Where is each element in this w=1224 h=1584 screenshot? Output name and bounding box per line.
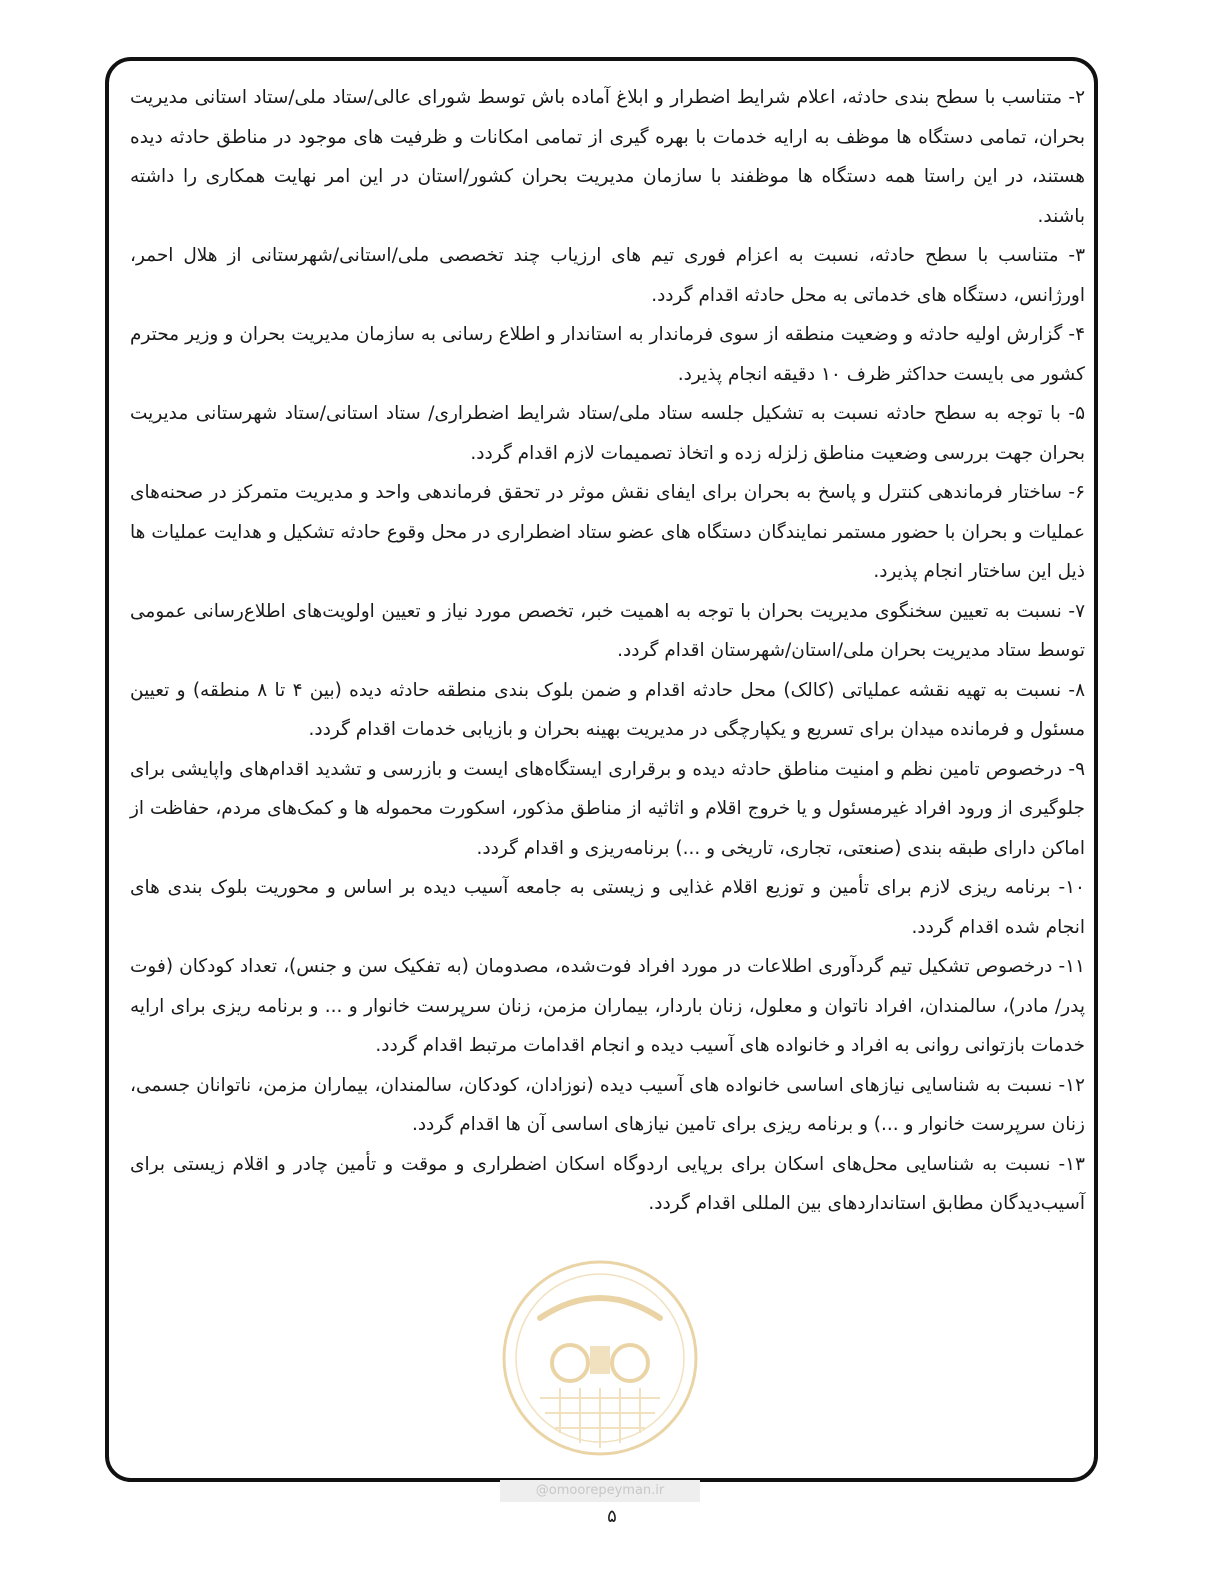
- paragraph-10: ۱۰- برنامه ریزی لازم برای تأمین و توزیع اقلام غذایی و زیستی به جامعه آسیب دیده بر اساس و محوریت بلوک بندی های انجام شده اقدام گردد.: [130, 877, 1085, 938]
- paragraph-6: ۶- ساختار فرماندهی کنترل و پاسخ به بحران برای ایفای نقش موثر در تحقق فرماندهی واحد و مدیریت متمرکز در صحنه‌های عملیات و بحران با حضور مستمر نمایندگان دستگاه های عضو ستاد اضطراری در محل وقوع حادثه تشکیل و هدایت عملیات ها ذیل این ساختار انجام پذیرد.: [130, 482, 1085, 582]
- paragraph-7: ۷- نسبت به تعیین سخنگوی مدیریت بحران با توجه به اهمیت خبر، تخصص مورد نیاز و تعیین اولویت‌های اطلاع‌رسانی عمومی توسط ستاد مدیریت بحران ملی/استان/شهرستان اقدام گردد.: [130, 600, 1085, 661]
- paragraph-9: ۹- درخصوص تامین نظم و امنیت مناطق حادثه دیده و برقراری ایستگاه‌های ایست و بازرسی و تشدید اقدام‌های واپایشی برای جلوگیری از ورود افراد غیرمسئول و یا خروج اقلام و اثاثیه از مناطق مذکور، اسکورت محموله ها و کمک‌های مردم، حفاظت از اماکن دارای طبقه بندی (صنعتی، تجاری، تاریخی و ...) برنامه‌ریزی و اقدام گردد.: [130, 758, 1085, 859]
- paragraph-5: ۵- با توجه به سطح حادثه نسبت به تشکیل جلسه ستاد ملی/ستاد شرایط اضطراری/ ستاد استانی/ستاد شهرستانی مدیریت بحران جهت بررسی وضعیت مناطق زلزله زده و اتخاذ تصمیمات لازم اقدام گردد.: [130, 403, 1085, 464]
- paragraph-2: ۲- متناسب با سطح بندی حادثه، اعلام شرایط اضطرار و ابلاغ آماده باش توسط شورای عالی/ستاد ملی/ستاد استانی مدیریت بحران، تمامی دستگاه ها موظف به ارایه خدمات با بهره گیری از تمامی امکانات و ظرفیت های موجود در مناطق حادثه دیده هستند، در این راستا همه دستگاه ها موظفند با سازمان مدیریت بحران کشور/استان در این امر نهایت همکاری را داشته باشند.: [130, 87, 1085, 227]
- paragraph-3: ۳- متناسب با سطح حادثه، نسبت به اعزام فوری تیم های ارزیاب چند تخصصی ملی/استانی/شهرستانی از هلال احمر، اورژانس، دستگاه های خدماتی به محل حادثه اقدام گردد.: [130, 245, 1085, 306]
- watermark-site-label: @omoorepeyman.ir: [500, 1480, 700, 1502]
- document-body: [130, 78, 1085, 1224]
- paragraph-8: ۸- نسبت به تهیه نقشه عملیاتی (کالک) محل حادثه اقدام و ضمن بلوک بندی منطقه حادثه دیده (بین ۴ تا ۸ منطقه) و تعیین مسئول و فرمانده میدان برای تسریع و یکپارچگی در مدیریت بهینه بحران و بازیابی خدمات اقدام گردد.: [130, 679, 1085, 740]
- paragraph-12: ۱۲- نسبت به شناسایی نیازهای اساسی خانواده های آسیب دیده (نوزادان، کودکان، سالمندان، بیماران مزمن، ناتوانان جسمی، زنان سرپرست خانوار و ...) و برنامه ریزی برای تامین نیازهای اساسی آن ها اقدام گردد.: [130, 1074, 1085, 1135]
- paragraph-11: ۱۱- درخصوص تشکیل تیم گردآوری اطلاعات در مورد افراد فوت‌شده، مصدومان (به تفکیک سن و جنس)، تعداد کودکان (فوت پدر/ مادر)، سالمندان، افراد ناتوان و معلول، زنان باردار، بیماران مزمن، زنان سرپرست خانوار و ... و برنامه ریزی برای ارایه خدمات بازتوانی روانی به افراد و خانواده های آسیب دیده و انجام اقدامات مرتبط اقدام گردد.: [130, 956, 1085, 1056]
- paragraph-13: ۱۳- نسبت به شناسایی محل‌های اسکان برای برپایی اردوگاه اسکان اضطراری و موقت و تأمین چادر و اقلام زیستی برای آسیب‌دیدگان مطابق استانداردهای بین المللی اقدام گردد.: [130, 1153, 1085, 1214]
- paragraph-4: ۴- گزارش اولیه حادثه و وضعیت منطقه از سوی فرماندار به استاندار و اطلاع رسانی به سازمان مدیریت بحران و وزیر محترم کشور می بایست حداکثر ظرف ۱۰ دقیقه انجام پذیرد.: [130, 324, 1085, 385]
- page-number: ۵: [607, 1506, 617, 1527]
